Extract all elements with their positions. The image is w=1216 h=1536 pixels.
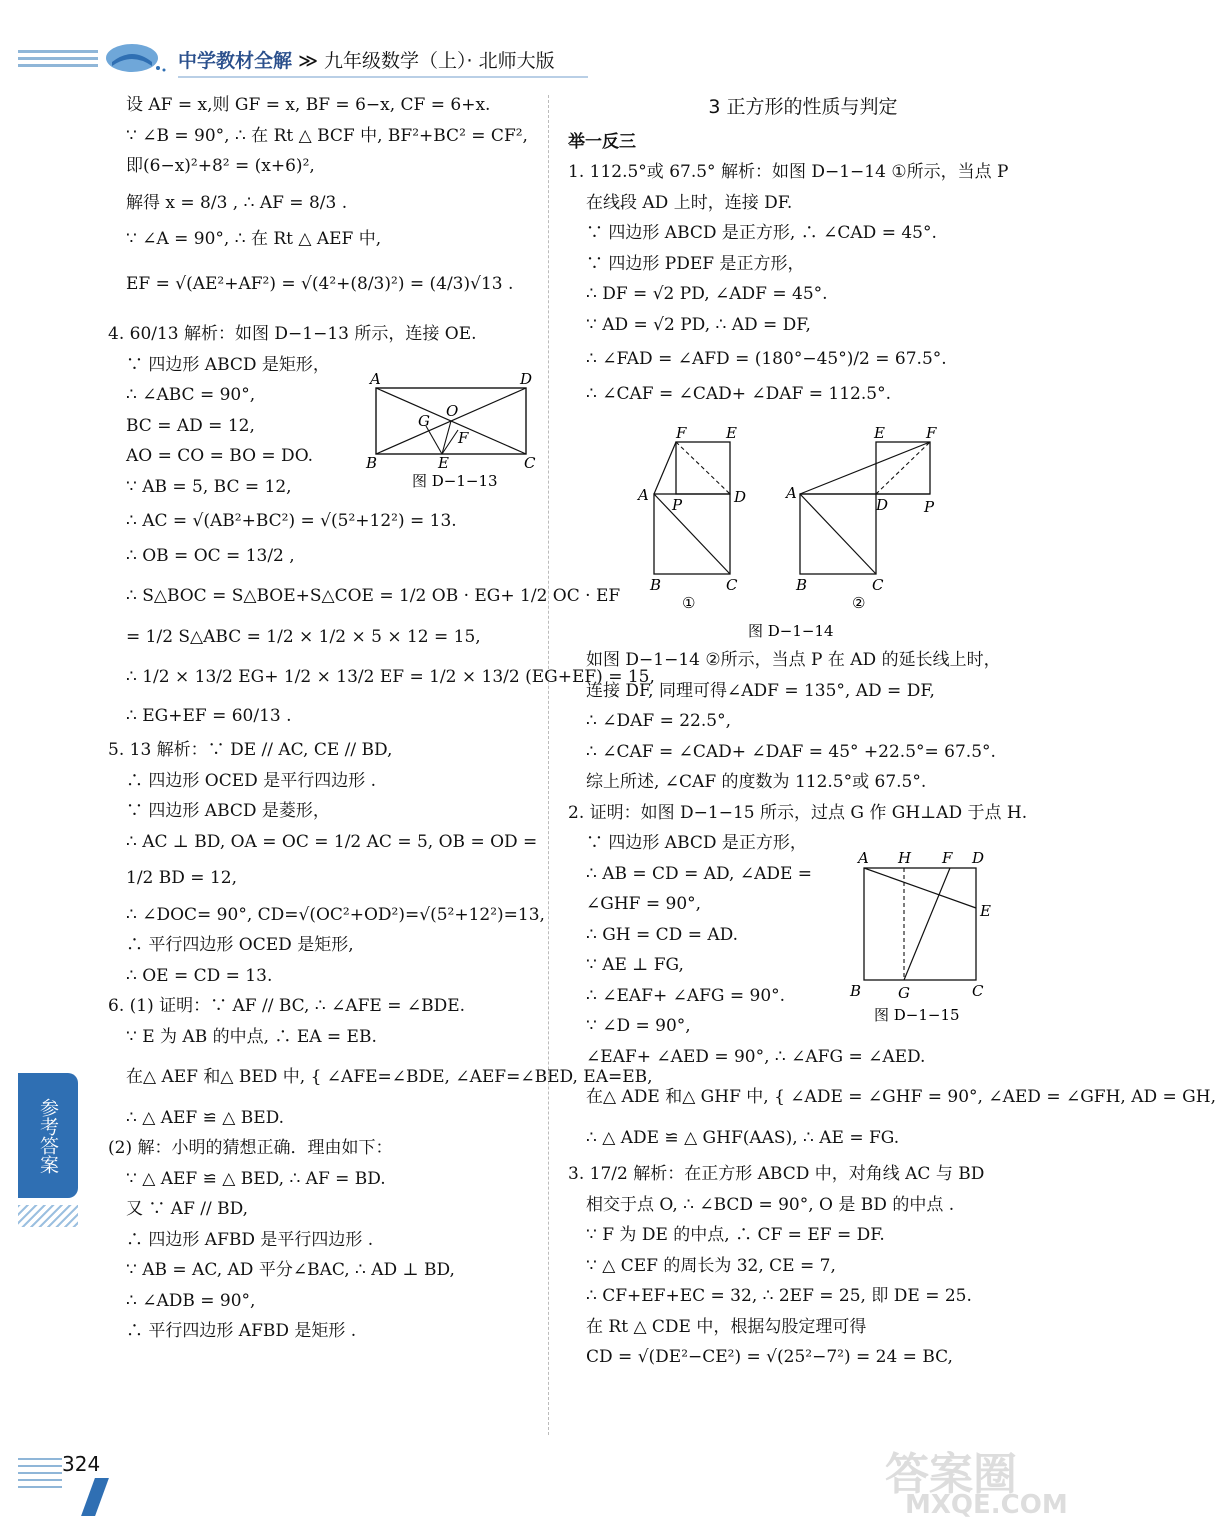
text-line: AO = CO = BO = DO.: [126, 446, 314, 466]
fig15-label-d: D: [972, 849, 985, 867]
text-line: ∴ 平行四边形 AFBD 是矩形 .: [126, 1321, 357, 1341]
page-header: [0, 0, 1058, 80]
text-line: ∴ AB = CD = AD, ∠ADE =: [586, 863, 813, 884]
text-line: 在 Rt △ CDE 中，根据勾股定理可得: [586, 1316, 867, 1337]
fig14a-label-c: C: [726, 576, 738, 594]
text-line: 在△ ADE 和△ GHF 中, { ∠ADE = ∠GHF = 90°, ∠AED = ∠GFH, AD = GH,: [586, 1087, 1216, 1107]
text-line: ∴ 平行四边形 OCED 是矩形,: [126, 935, 354, 955]
text-line: ∠GHF = 90°,: [586, 894, 702, 914]
fig14a-label-b: B: [650, 576, 662, 594]
text-line: ∴ CF+EF+EC = 32, ∴ 2EF = 25, 即 DE = 25.: [586, 1286, 972, 1306]
text-line: EF = √(AE²+AF²) = √(4²+(8/3)²) = (4/3)√13 .: [126, 273, 514, 294]
header-subtitle: 九年级数学（上）· 北师大版: [324, 50, 555, 72]
text-line: ∴ AC = √(AB²+BC²) = √(5²+12²) = 13.: [126, 511, 457, 531]
watermark-logo: 答案圈: [885, 1449, 1017, 1500]
fig13-label-f: F: [458, 429, 469, 447]
text-line: 即(6−x)²+8² = (x+6)²,: [126, 156, 315, 176]
header-decoration-lines: [18, 50, 98, 71]
fig13-label-c: C: [524, 454, 536, 472]
fig13-label-a: A: [370, 370, 381, 388]
problem-5-answer: 5. 13 解析：∵ DE // AC, CE // BD,: [108, 740, 393, 760]
right-column: [568, 92, 1216, 1373]
text-line: 在线段 AD 上时，连接 DF.: [586, 192, 793, 213]
text-line: ∵ ∠D = 90°,: [586, 1016, 691, 1036]
header-separator: ≫: [298, 50, 318, 72]
text-line: ∴ OB = OC = 13/2 ,: [126, 545, 295, 566]
text-line: ∴ ∠FAD = ∠AFD = (180°−45°)/2 = 67.5°.: [586, 349, 947, 369]
text-line: ∵ 四边形 PDEF 是正方形，: [586, 253, 805, 274]
subsection-title: 举一反三: [568, 131, 636, 152]
fig14b-label-b: B: [796, 576, 808, 594]
fig15-label-f: F: [942, 849, 953, 867]
text-line: (2) 解：小明的猜想正确．理由如下：: [108, 1138, 393, 1158]
text-line: ∵ 四边形 ABCD 是正方形, ∴ ∠CAD = 45°.: [586, 223, 937, 243]
text-line: ∵ AD = √2 PD, ∴ AD = DF,: [586, 314, 811, 335]
text-line: ∵ AE ⊥ FG,: [586, 955, 684, 975]
column-divider: [548, 95, 549, 1435]
text-line: 相交于点 O, ∴ ∠BCD = 90°, O 是 BD 的中点 .: [586, 1194, 955, 1215]
text-line: CD = √(DE²−CE²) = √(25²−7²) = 24 = BC,: [586, 1347, 953, 1367]
text-line: ∵ 四边形 ABCD 是矩形，: [126, 354, 330, 375]
fig13-label-e: E: [438, 454, 449, 472]
problem-2-answer: 2. 证明：如图 D−1−15 所示，过点 G 作 GH⊥AD 于点 H.: [568, 802, 1028, 823]
sidebar-hatch-decoration: [18, 1205, 78, 1227]
fig15-label-a: A: [858, 849, 869, 867]
fig13-label-b: B: [366, 454, 378, 472]
text-line: ∴ ∠CAF = ∠CAD+ ∠DAF = 112.5°.: [586, 383, 891, 404]
text-line: ∴ ∠DOC= 90°, CD=√(OC²+OD²)=√(5²+12²)=13,: [126, 904, 545, 925]
text-line: ∵ ∠A = 90°, ∴ 在 Rt △ AEF 中,: [126, 229, 382, 249]
fig14b-label-c: C: [872, 576, 884, 594]
text-line: ∴ ∠EAF+ ∠AFG = 90°.: [586, 985, 786, 1006]
watermark-url: MXQE.COM: [905, 1490, 1068, 1520]
text-line: ∴ GH = CD = AD.: [586, 924, 739, 945]
text-line: ∴ ∠ABC = 90°,: [126, 385, 256, 405]
fig15-label-e: E: [980, 902, 991, 920]
text-line: ∠EAF+ ∠AED = 90°, ∴ ∠AFG = ∠AED.: [586, 1046, 926, 1067]
text-line: 在△ AEF 和△ BED 中, { ∠AFE=∠BDE, ∠AEF=∠BED, EA=EB,: [126, 1067, 653, 1087]
text-line: ∴ ∠DAF = 22.5°,: [586, 711, 731, 731]
fig14a-label-f: F: [676, 424, 687, 442]
fig14a-label-p: P: [672, 496, 683, 514]
text-line: ∵ 四边形 ABCD 是菱形，: [126, 801, 330, 821]
problem-4-answer: 4. 60/13 解析：如图 D−1−13 所示，连接 OE.: [108, 324, 477, 344]
text-line: 解得 x = 8/3 , ∴ AF = 8/3 .: [126, 192, 348, 213]
fig13-label-d: D: [520, 370, 533, 388]
header-title: [178, 46, 555, 73]
text-line: ∵ AB = AC, AD 平分∠BAC, ∴ AD ⊥ BD,: [126, 1260, 455, 1280]
text-line: 设 AF = x,则 GF = x, BF = 6−x, CF = 6+x.: [126, 95, 491, 115]
sidebar-tab-answers: 参考答案: [18, 1073, 78, 1198]
fig14b-label-a: A: [786, 484, 797, 502]
fig14a-label-e: E: [726, 424, 737, 442]
text-line: ∵ F 为 DE 的中点, ∴ CF = EF = DF.: [586, 1225, 885, 1245]
text-line: ∵ AB = 5, BC = 12,: [126, 476, 292, 497]
text-line: ∴ △ AEF ≌ △ BED.: [126, 1107, 285, 1128]
fig13-label-g: G: [418, 412, 430, 430]
fig13-caption: 图 D−1−13: [412, 472, 498, 490]
text-line: 连接 DF, 同理可得∠ADF = 135°, AD = DF,: [586, 680, 935, 701]
text-line: ∵ ∠B = 90°, ∴ 在 Rt △ BCF 中, BF²+BC² = CF²,: [126, 125, 528, 146]
figure-d-1-13: [362, 368, 542, 493]
text-line: ∵ 四边形 ABCD 是正方形，: [586, 833, 807, 853]
text-line: ∴ 四边形 AFBD 是平行四边形 .: [126, 1229, 374, 1250]
fig15-label-h: H: [898, 849, 912, 867]
fig15-label-c: C: [972, 982, 984, 1000]
text-line: 如图 D−1−14 ②所示，当点 P 在 AD 的延长线上时，: [586, 650, 1001, 670]
fig14b-label-p: P: [924, 498, 935, 516]
fig14b-label-e: E: [874, 424, 885, 442]
fig14-sub2: ②: [852, 594, 866, 612]
text-line: ∴ S△BOC = S△BOE+S△COE = 1/2 OB · EG+ 1/2 OC · EF: [126, 586, 621, 606]
text-line: ∴ ∠ADB = 90°,: [126, 1290, 256, 1311]
text-line: BC = AD = 12,: [126, 415, 255, 436]
problem-1-answer: 1. 112.5°或 67.5° 解析：如图 D−1−14 ①所示，当点 P: [568, 162, 1009, 182]
footer-decoration-lines: [18, 1458, 62, 1493]
problem-3-answer: 3. 17/2 解析：在正方形 ABCD 中，对角线 AC 与 BD: [568, 1164, 985, 1184]
text-line: 综上所述, ∠CAF 的度数为 112.5°或 67.5°.: [586, 772, 927, 792]
footer-accent-mark: [81, 1478, 109, 1516]
text-line: ∴ 1/2 × 13/2 EG+ 1/2 × 13/2 EF = 1/2 × 13/2 (EG+EF) = 15,: [126, 667, 655, 687]
section-title: 3 正方形的性质与判定: [708, 96, 898, 118]
figure-d-1-14: [630, 420, 950, 650]
text-line: 1/2 BD = 12,: [126, 868, 237, 888]
text-line: 又 ∵ AF // BD,: [126, 1199, 249, 1219]
header-rule: [178, 76, 588, 78]
text-line: ∴ EG+EF = 60/13 .: [126, 705, 292, 726]
fig15-label-g: G: [898, 984, 910, 1002]
text-line: = 1/2 S△ABC = 1/2 × 1/2 × 5 × 12 = 15,: [126, 626, 481, 647]
fig14a-label-a: A: [638, 486, 649, 504]
text-line: ∴ DF = √2 PD, ∠ADF = 45°.: [586, 284, 828, 304]
header-brand: 中学教材全解: [178, 50, 293, 72]
text-line: ∴ 四边形 OCED 是平行四边形 .: [126, 770, 377, 791]
text-line: ∴ OE = CD = 13.: [126, 965, 273, 986]
text-line: ∴ AC ⊥ BD, OA = OC = 1/2 AC = 5, OB = OD =: [126, 831, 538, 852]
text-line: ∵ △ CEF 的周长为 32, CE = 7,: [586, 1255, 836, 1276]
fig15-caption: 图 D−1−15: [874, 1006, 960, 1024]
text-line: ∵ E 为 AB 的中点, ∴ EA = EB.: [126, 1026, 377, 1047]
figure-d-1-15: [842, 846, 1002, 1026]
fig14b-label-d: D: [876, 496, 889, 514]
fig14-sub1: ①: [682, 594, 696, 612]
text-line: ∴ ∠CAF = ∠CAD+ ∠DAF = 45° +22.5°= 67.5°.: [586, 741, 996, 762]
book-logo-icon: [100, 36, 170, 76]
page-number: 324: [62, 1452, 101, 1476]
fig14-caption: 图 D−1−14: [748, 622, 834, 640]
text-line: ∴ △ ADE ≌ △ GHF(AAS), ∴ AE = FG.: [586, 1127, 900, 1148]
fig14b-label-f: F: [926, 424, 937, 442]
fig15-label-b: B: [850, 982, 862, 1000]
problem-6-answer: 6. (1) 证明：∵ AF // BC, ∴ ∠AFE = ∠BDE.: [108, 996, 466, 1016]
text-line: ∵ △ AEF ≌ △ BED, ∴ AF = BD.: [126, 1168, 386, 1189]
fig14a-label-d: D: [734, 488, 747, 506]
fig13-label-o: O: [446, 402, 459, 420]
